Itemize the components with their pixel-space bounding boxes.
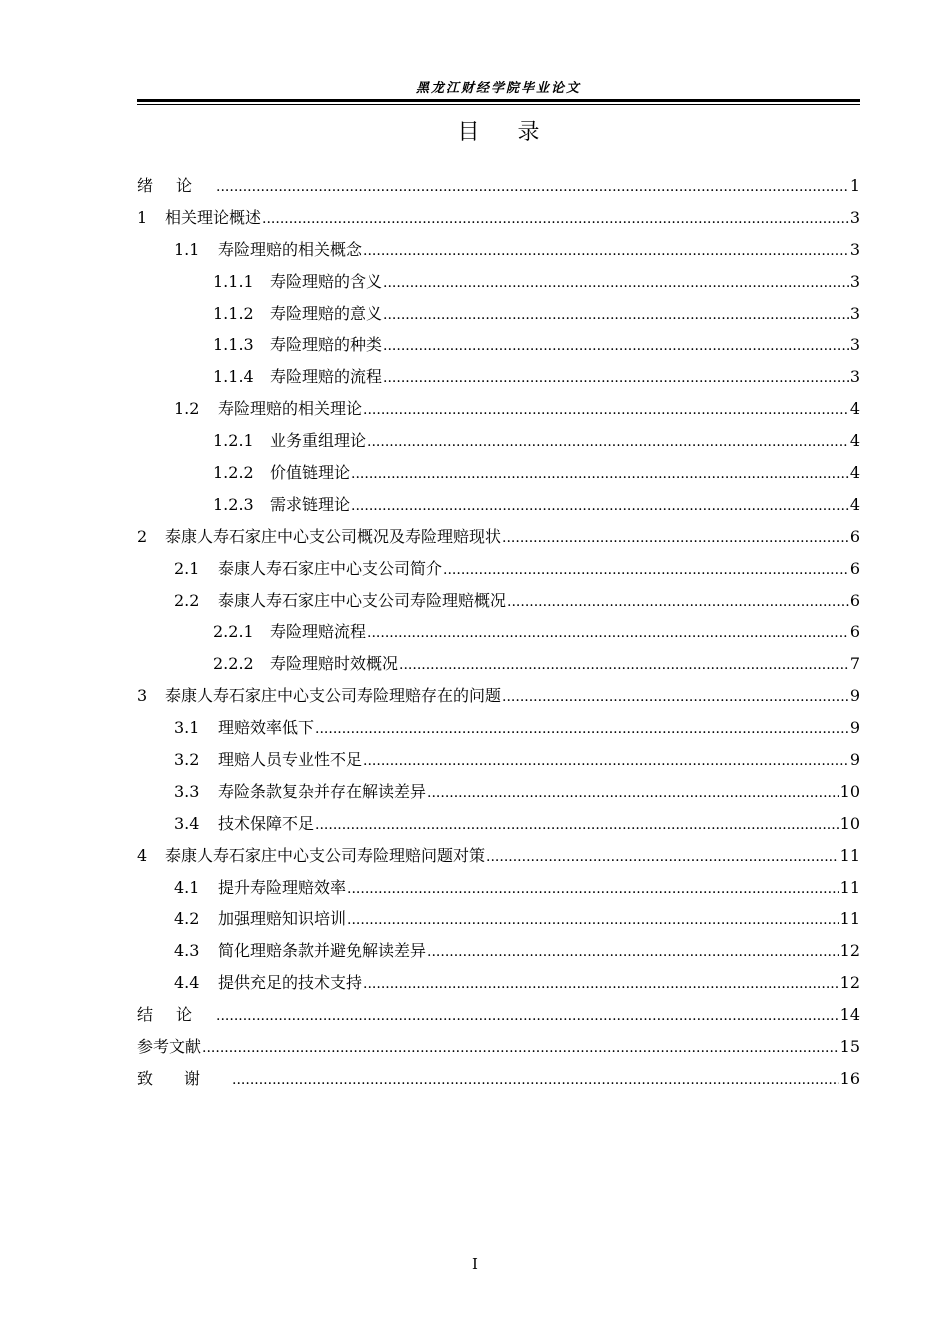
toc-entry[interactable] xyxy=(137,712,860,744)
toc-dot-leader xyxy=(363,236,849,266)
toc-dot-leader xyxy=(367,618,849,648)
toc-entry-page: 3 xyxy=(849,239,860,259)
toc-entry[interactable] xyxy=(137,489,860,521)
toc-dot-leader xyxy=(216,172,849,202)
toc-dot-leader xyxy=(347,905,839,935)
toc-dot-leader xyxy=(202,1033,839,1063)
toc-entry[interactable] xyxy=(137,616,860,648)
toc-entry-label: 需求链理论 xyxy=(270,494,351,514)
toc-entry-number: 2 xyxy=(137,526,148,546)
toc-dot-leader xyxy=(216,1001,839,1031)
toc-entry-label: 寿险理赔的相关理论 xyxy=(218,399,363,419)
toc-dot-leader xyxy=(383,331,849,361)
toc-entry-page: 11 xyxy=(839,909,860,929)
toc-entry[interactable] xyxy=(137,840,860,872)
toc-dot-leader xyxy=(347,874,839,904)
toc-entry-number: 1.1.2 xyxy=(213,303,254,323)
toc-entry[interactable] xyxy=(137,903,860,935)
toc-entry[interactable] xyxy=(137,361,860,393)
toc-entry-page: 3 xyxy=(849,335,860,355)
toc-entry-page: 4 xyxy=(849,494,860,514)
toc-entry-number: 2.2.2 xyxy=(213,654,254,674)
toc-title: 目录 xyxy=(457,120,578,145)
toc-dot-leader xyxy=(262,204,849,234)
toc-entry-label: 泰康人寿石家庄中心支公司简介 xyxy=(218,558,443,578)
toc-entry[interactable] xyxy=(137,425,860,457)
toc-entry[interactable] xyxy=(137,234,860,266)
toc-entry-label: 价值链理论 xyxy=(270,463,351,483)
header-rule-thin xyxy=(137,104,860,105)
toc-entry-number: 1.1.3 xyxy=(213,335,254,355)
toc-entry-page: 10 xyxy=(839,781,860,801)
toc-entry-page: 6 xyxy=(849,622,860,642)
toc-entry-page: 14 xyxy=(839,1005,860,1025)
toc-entry[interactable] xyxy=(137,266,860,298)
toc-entry-page: 12 xyxy=(839,973,860,993)
toc-entry[interactable] xyxy=(137,872,860,904)
toc-dot-leader xyxy=(399,650,849,680)
toc-entry-label: 泰康人寿石家庄中心支公司寿险理赔存在的问题 xyxy=(165,686,502,706)
toc-entry-label: 寿险理赔时效概况 xyxy=(270,654,399,674)
toc-dot-leader xyxy=(427,778,839,808)
toc-entry-label: 提供充足的技术支持 xyxy=(218,973,363,993)
toc-entry-label: 泰康人寿石家庄中心支公司寿险理赔问题对策 xyxy=(165,845,486,865)
toc-entry-number: 1.2.1 xyxy=(213,431,254,451)
running-header: 黑龙江财经学院毕业论文 xyxy=(415,81,581,96)
table-of-contents xyxy=(137,170,860,1095)
toc-entry-label: 简化理赔条款并避免解读差异 xyxy=(218,941,427,961)
toc-dot-leader xyxy=(383,363,849,393)
toc-entry[interactable] xyxy=(137,1031,860,1063)
toc-entry-page: 4 xyxy=(849,399,860,419)
toc-entry-number: 3.2 xyxy=(174,750,200,770)
toc-dot-leader xyxy=(502,523,849,553)
toc-entry[interactable] xyxy=(137,648,860,680)
toc-entry[interactable] xyxy=(137,457,860,489)
toc-entry-number: 3.1 xyxy=(174,718,200,738)
toc-dot-leader xyxy=(502,682,849,712)
toc-dot-leader xyxy=(363,395,849,425)
toc-dot-leader xyxy=(383,300,849,330)
toc-entry-label: 绪论 xyxy=(137,176,216,195)
toc-entry-page: 4 xyxy=(849,463,860,483)
toc-entry-label: 参考文献 xyxy=(137,1037,202,1057)
toc-entry-page: 3 xyxy=(849,271,860,291)
toc-entry-number: 2.1 xyxy=(174,558,200,578)
toc-entry-page: 11 xyxy=(839,877,860,897)
toc-dot-leader xyxy=(232,1065,839,1095)
toc-dot-leader xyxy=(363,969,839,999)
toc-dot-leader xyxy=(363,746,849,776)
toc-entry-page: 9 xyxy=(849,686,860,706)
toc-entry-number: 1.1.4 xyxy=(213,367,254,387)
toc-entry-number: 3.3 xyxy=(174,781,200,801)
toc-entry-label: 寿险条款复杂并存在解读差异 xyxy=(218,781,427,801)
toc-entry[interactable] xyxy=(137,553,860,585)
toc-entry-number: 4.3 xyxy=(174,941,200,961)
toc-entry-number: 2.2.1 xyxy=(213,622,254,642)
page-number: I xyxy=(472,1255,478,1273)
toc-dot-leader xyxy=(507,587,849,617)
toc-entry[interactable] xyxy=(137,935,860,967)
toc-entry-page: 10 xyxy=(839,813,860,833)
toc-entry[interactable] xyxy=(137,202,860,234)
toc-dot-leader xyxy=(443,555,849,585)
toc-entry-page: 9 xyxy=(849,718,860,738)
toc-entry-label: 泰康人寿石家庄中心支公司寿险理赔概况 xyxy=(218,590,507,610)
toc-entry-page: 11 xyxy=(839,845,860,865)
toc-entry-page: 6 xyxy=(849,558,860,578)
toc-entry-page: 3 xyxy=(849,207,860,227)
toc-dot-leader xyxy=(367,427,849,457)
toc-entry-label: 寿险理赔的流程 xyxy=(270,367,383,387)
toc-entry-label: 结论 xyxy=(137,1005,216,1025)
toc-entry-label: 加强理赔知识培训 xyxy=(218,909,347,929)
toc-entry[interactable] xyxy=(137,680,860,712)
toc-entry-label: 寿险理赔的种类 xyxy=(270,335,383,355)
toc-entry-label: 寿险理赔流程 xyxy=(270,622,367,642)
toc-entry-number: 4 xyxy=(137,845,148,865)
toc-entry-label: 理赔人员专业性不足 xyxy=(218,750,363,770)
toc-entry-label: 寿险理赔的相关概念 xyxy=(218,239,363,259)
toc-entry-number: 4.1 xyxy=(174,877,200,897)
toc-entry-label: 理赔效率低下 xyxy=(218,718,315,738)
toc-entry-number: 2.2 xyxy=(174,590,200,610)
toc-entry[interactable] xyxy=(137,967,860,999)
toc-entry-number: 1.2 xyxy=(174,399,200,419)
toc-entry-number: 1.1 xyxy=(174,239,200,259)
toc-entry-label: 相关理论概述 xyxy=(165,207,262,227)
toc-entry-page: 7 xyxy=(849,654,860,674)
toc-entry-number: 1.1.1 xyxy=(213,271,254,291)
toc-entry[interactable] xyxy=(137,808,860,840)
toc-entry-label: 寿险理赔的含义 xyxy=(270,271,383,291)
toc-entry[interactable] xyxy=(137,585,860,617)
toc-dot-leader xyxy=(351,459,849,489)
toc-entry[interactable] xyxy=(137,999,860,1031)
toc-entry-label: 提升寿险理赔效率 xyxy=(218,877,347,897)
toc-entry-number: 1.2.2 xyxy=(213,463,254,483)
toc-entry-page: 1 xyxy=(849,176,860,195)
toc-entry-page: 6 xyxy=(849,590,860,610)
toc-entry-label: 业务重组理论 xyxy=(270,431,367,451)
toc-entry[interactable] xyxy=(137,170,860,202)
toc-entry[interactable] xyxy=(137,1063,860,1095)
toc-entry-page: 3 xyxy=(849,367,860,387)
toc-entry-number: 1 xyxy=(137,207,148,227)
toc-entry-label: 致谢 xyxy=(137,1068,232,1088)
toc-entry-label: 泰康人寿石家庄中心支公司概况及寿险理赔现状 xyxy=(165,526,502,546)
toc-dot-leader xyxy=(315,810,839,840)
header-rule-thick xyxy=(137,99,860,102)
toc-entry-number: 4.2 xyxy=(174,909,200,929)
toc-entry-page: 4 xyxy=(849,431,860,451)
toc-dot-leader xyxy=(486,842,839,872)
toc-entry[interactable] xyxy=(137,521,860,553)
toc-dot-leader xyxy=(427,937,839,967)
toc-entry-label: 技术保障不足 xyxy=(218,813,315,833)
toc-entry-page: 16 xyxy=(839,1068,860,1088)
toc-entry-label: 寿险理赔的意义 xyxy=(270,303,383,323)
toc-entry-number: 1.2.3 xyxy=(213,494,254,514)
toc-dot-leader xyxy=(351,491,849,521)
toc-entry[interactable] xyxy=(137,744,860,776)
toc-entry[interactable] xyxy=(137,329,860,361)
toc-entry[interactable] xyxy=(137,393,860,425)
toc-entry-page: 15 xyxy=(839,1037,860,1057)
toc-entry[interactable] xyxy=(137,776,860,808)
toc-entry-number: 3.4 xyxy=(174,813,200,833)
toc-entry-page: 3 xyxy=(849,303,860,323)
toc-entry-number: 3 xyxy=(137,686,148,706)
toc-dot-leader xyxy=(315,714,849,744)
toc-dot-leader xyxy=(383,268,849,298)
toc-entry-number: 4.4 xyxy=(174,973,200,993)
toc-entry-page: 9 xyxy=(849,750,860,770)
toc-entry[interactable] xyxy=(137,298,860,330)
toc-entry-page: 12 xyxy=(839,941,860,961)
toc-entry-page: 6 xyxy=(849,526,860,546)
